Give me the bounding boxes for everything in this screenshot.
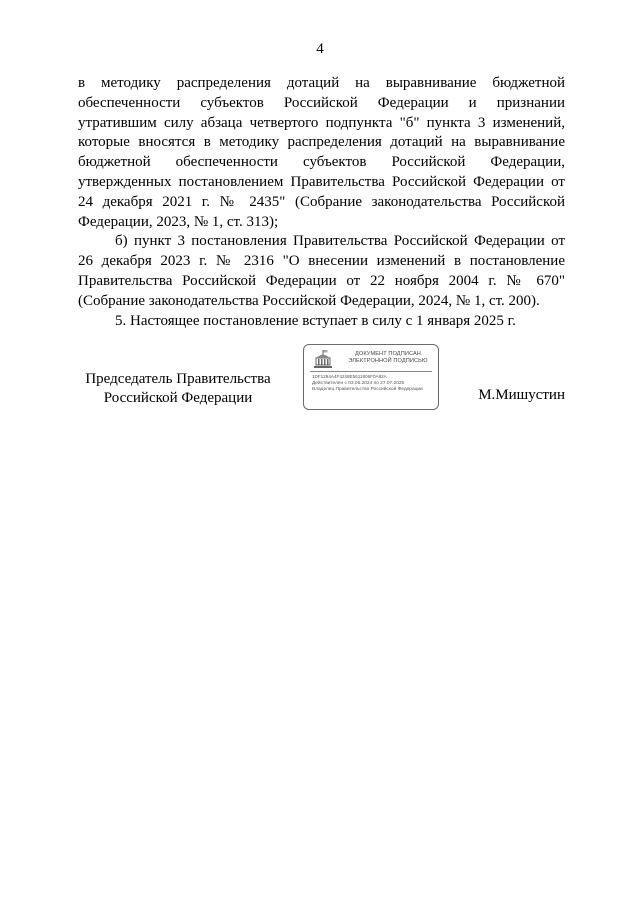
stamp-owner: Владелец Правительство Российской Федерации — [312, 387, 423, 392]
signer-title-line1: Председатель Правительства — [85, 371, 271, 387]
stamp-heading-line1: ДОКУМЕНТ ПОДПИСАН — [355, 351, 421, 357]
paragraph-item-b: б) пункт 3 постановления Правительства Российской Федерации от 26 декабря 2023 г. № 2316 "О внесении изменений в постановление Правительства Российской Федерации от 22 ноября 2004 г. № 670" (Собрание законодательства Российской Федерации, 2024, № 1, ст. 200). — [78, 233, 565, 309]
electronic-signature-stamp — [303, 344, 439, 410]
document-body — [78, 74, 565, 331]
signer-title — [78, 370, 278, 408]
page-number: 4 — [316, 41, 324, 57]
signer-title-line2: Российской Федерации — [103, 390, 253, 406]
signature-block — [78, 344, 565, 414]
government-building-icon — [312, 349, 334, 371]
stamp-heading — [340, 351, 436, 365]
stamp-validity: Действителен с 03.05.2024 по 27.07.2025 — [312, 381, 405, 386]
stamp-certificate-number: 1DF1294A4F4248E5611806F0A82A — [312, 374, 387, 379]
stamp-heading-line2: ЭЛЕКТРОННОЙ ПОДПИСЬЮ — [348, 358, 428, 364]
paragraph-item-5: 5. Настоящее постановление вступает в силу с 1 января 2025 г. — [115, 312, 516, 329]
paragraph-continuation: в методику распределения дотаций на выравнивание бюджетной обеспеченности субъектов Российской Федерации и признании утратившим силу абзаца четвертого подпункта "б" пункта 3 изменений, которые вносятся в методику распределения дотаций на выравнивание бюджетной обеспеченности субъектов Российской Федерации, утвержденных постановлением Правительства Российской Федерации от 24 декабря 2021 г. № 2435" (Собрание законодательства Российской Федерации, 2023, № 1, ст. 313); — [78, 75, 565, 230]
signer-name: М.Мишустин — [478, 387, 565, 403]
stamp-divider — [310, 371, 432, 372]
